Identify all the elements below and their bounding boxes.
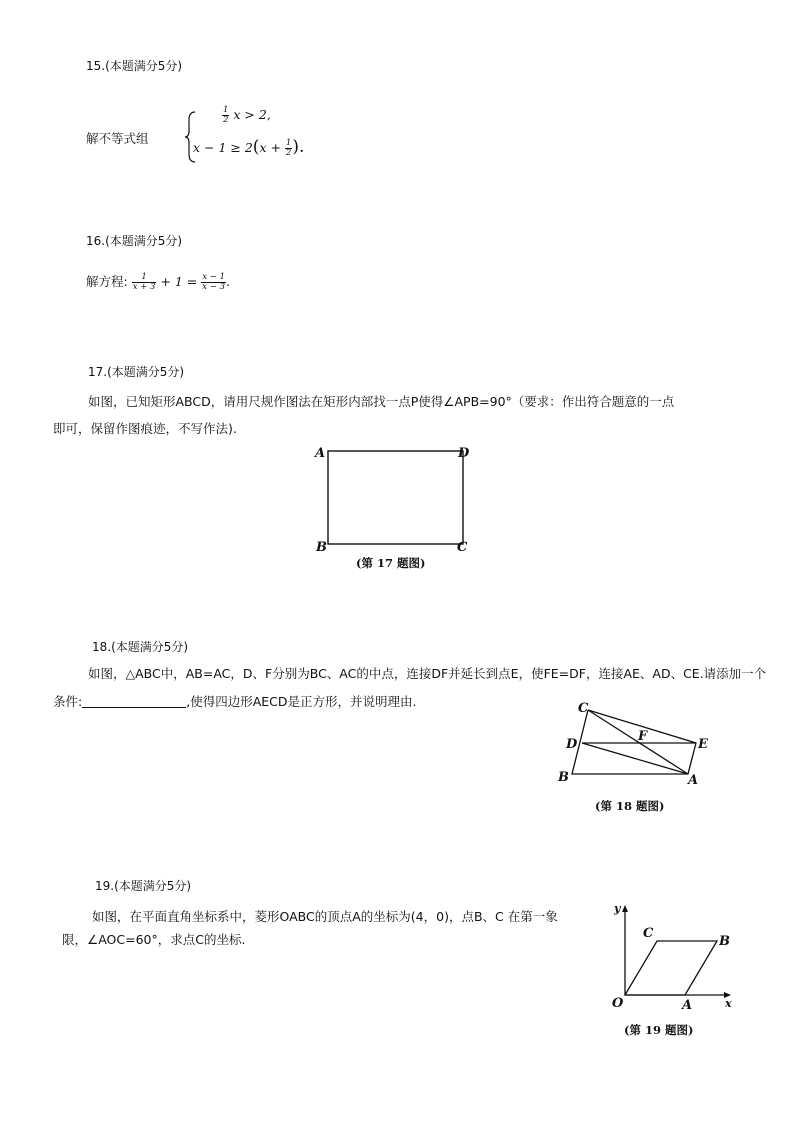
label-C: C xyxy=(457,540,468,555)
q16-prompt: 解方程: xyxy=(86,274,128,289)
label-x-axis: x xyxy=(725,997,732,1010)
q18-text-line-1: 如图，△ABC中，AB=AC，D、F分别为BC、AC的中点，连接DF并延长到点E，使FE=DF，连接AE、AD、CE.请添加一个 xyxy=(88,666,767,681)
q18-heading: 18.(本题满分5分) xyxy=(92,640,189,654)
label-E: E xyxy=(698,737,708,752)
q18-text-line-2: 条件: ,使得四边形AECD是正方形，并说明理由. xyxy=(53,694,417,709)
triangle-abc-figure xyxy=(552,696,722,788)
label-A: A xyxy=(682,998,693,1013)
label-B: B xyxy=(719,934,730,949)
q19-heading: 19.(本题满分5分) xyxy=(95,879,192,893)
label-B: B xyxy=(316,540,327,555)
rhombus-oabc-figure xyxy=(605,897,740,1015)
label-B: B xyxy=(558,770,569,785)
q16-heading: 16.(本题满分5分) xyxy=(86,234,183,248)
q16-lhs-fraction: $\frac{1}{x + 3}$ xyxy=(132,272,156,292)
label-y-axis: y xyxy=(614,902,621,915)
q19-caption: (第 19 题图) xyxy=(624,1023,694,1037)
q15-inequality-2: x − 1 ≥ 2(x + $\frac{1}{2}$ ). xyxy=(193,137,305,158)
label-D: D xyxy=(458,446,470,461)
label-O: O xyxy=(612,996,624,1011)
q16-rhs-fraction: $\frac{x - 1}{x - 3}$ xyxy=(202,272,225,292)
label-A: A xyxy=(688,773,699,788)
q17-caption: (第 17 题图) xyxy=(356,556,426,570)
label-A: A xyxy=(315,446,326,461)
q19-text-line-2: 限，∠AOC=60°，求点C的坐标. xyxy=(62,932,246,947)
q18-caption: (第 18 题图) xyxy=(595,799,665,813)
q19-text-line-1: 如图，在平面直角坐标系中，菱形OABC的顶点A的坐标为(4，0)，点B、C 在第一象 xyxy=(92,909,558,924)
q16-equation: 解方程: $\frac{1}{x + 3}$ + 1 = $\frac{x - 1}{x - 3}$ . xyxy=(86,272,230,292)
label-C: C xyxy=(643,926,654,941)
rectangle-abcd-figure xyxy=(310,440,480,560)
q15-prompt: 解不等式组 xyxy=(86,131,149,146)
label-C: C xyxy=(578,701,589,716)
q17-text-line-1: 如图，已知矩形ABCD，请用尺规作图法在矩形内部找一点P使得∠APB=90°（要求：作出符合题意的一点 xyxy=(88,394,675,409)
label-D: D xyxy=(566,737,578,752)
label-F: F xyxy=(638,729,648,744)
answer-blank xyxy=(82,695,186,708)
q17-heading: 17.(本题满分5分) xyxy=(88,365,185,379)
q16-mid: + 1 = xyxy=(160,274,198,289)
q17-text-line-2: 即可，保留作图痕迹，不写作法). xyxy=(53,421,237,436)
q15-heading: 15.(本题满分5分) xyxy=(86,59,183,73)
q15-inequality-1: $\frac{1}{2}$ x > 2, xyxy=(223,105,271,125)
